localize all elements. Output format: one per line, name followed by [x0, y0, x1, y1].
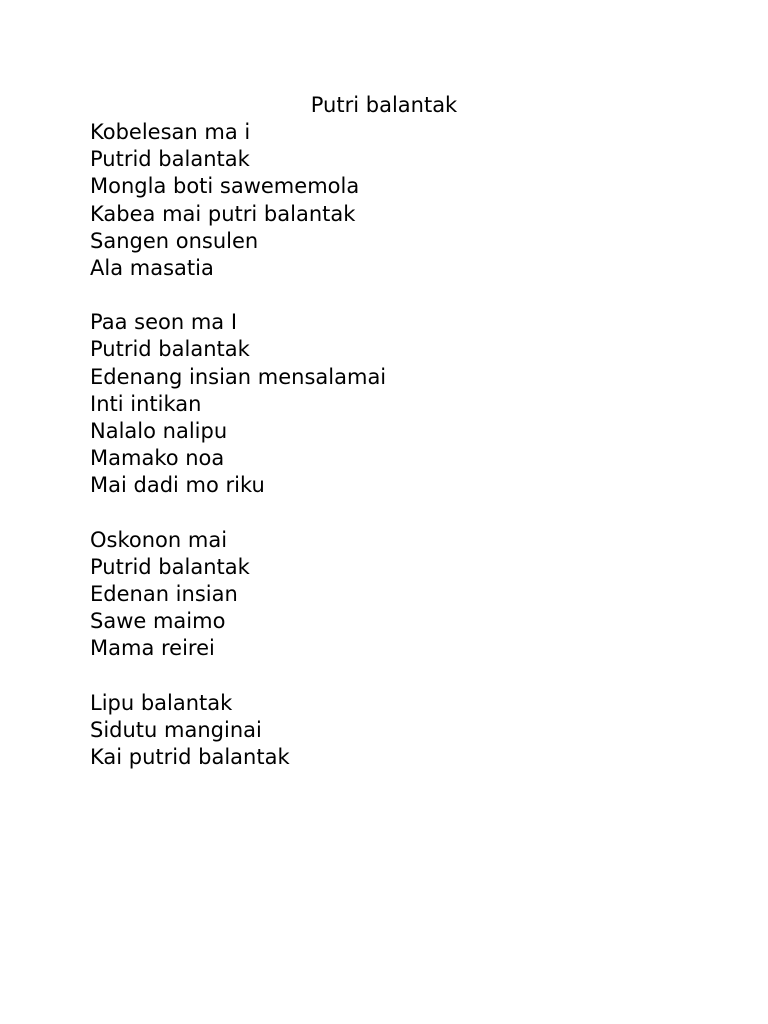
verse-3 [90, 527, 730, 663]
verse-line: Mama reirei [90, 636, 215, 661]
verse-4 [90, 690, 730, 772]
verse-line: Paa seon ma I [90, 310, 238, 335]
verse-line: Sawe maimo [90, 609, 226, 634]
verse-line: Kobelesan ma i [90, 120, 251, 144]
verse-line: Mongla boti sawememola [90, 174, 360, 199]
verse-line: Nalalo nalipu [90, 419, 228, 444]
verse-line: Oskonon mai [90, 527, 228, 552]
verse-line: Putrid balantak [90, 147, 250, 172]
verse-line: Putrid balantak [90, 337, 250, 362]
verse-2 [90, 309, 730, 499]
page-title: Putri balantak [310, 93, 458, 117]
verses-container [90, 119, 730, 798]
verse-line: Lipu balantak [90, 690, 233, 715]
verse-line: Ala masatia [90, 256, 214, 281]
verse-line: Edenang insian mensalamai [90, 364, 387, 389]
verse-line: Mai dadi mo riku [90, 473, 265, 498]
verse-line: Putrid balantak [90, 554, 250, 579]
verse-line: Sangen onsulen [90, 228, 259, 253]
verse-line: Kabea mai putri balantak [90, 201, 356, 226]
verse-line: Inti intikan [90, 391, 202, 416]
verse-line: Mamako noa [90, 446, 225, 471]
verse-line: Sidutu manginai [90, 717, 262, 742]
verse-line: Edenan insian [90, 582, 238, 607]
verse-line: Kai putrid balantak [90, 745, 290, 770]
verse-1 [90, 119, 730, 282]
